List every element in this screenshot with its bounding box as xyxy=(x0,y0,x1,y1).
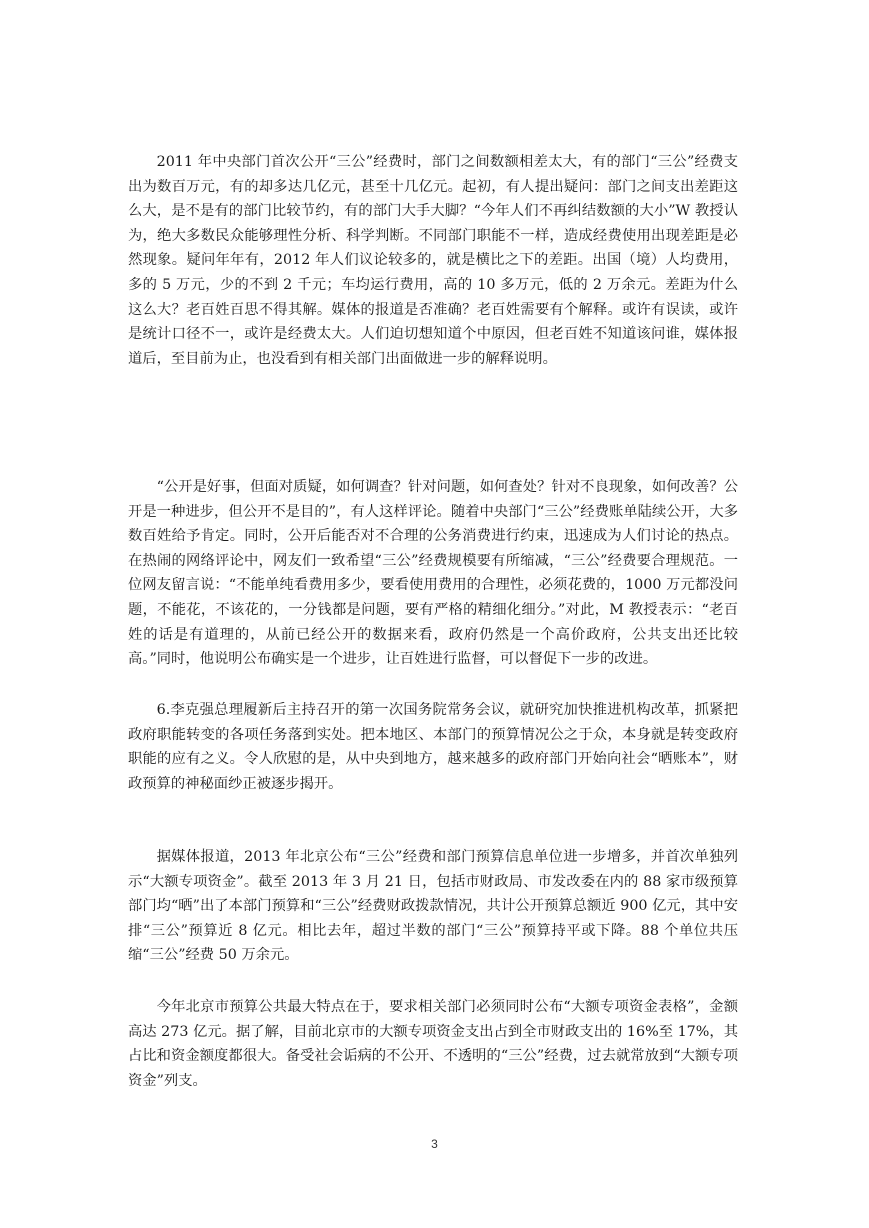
paragraph-3: 6.李克强总理履新后主持召开的第一次国务院常务会议，就研究加快推进机构改革，抓紧把政府职能转变的各项任务落到实处。把本地区、本部门的预算情况公之于众，本身就是转变政府职能的应有之义。令人欣慰的是，从中央到地方，越来越多的政府部门开始向社会“晒账本”，财政预算的神秘面纱正被逐步揭开。 xyxy=(128,702,738,792)
paragraph-5: 今年北京市预算公共最大特点在于，要求相关部门必须同时公布“大额专项资金表格”，金额高达 273 亿元。据了解，目前北京市的大额专项资金支出占到全市财政支出的 16%至 17%，其占比和资金额度都很大。备受社会诟病的不公开、不透明的“三公”经费，过去就常放到“大额专项资金”列支。 xyxy=(128,999,738,1089)
paragraph-2: “公开是好事，但面对质疑，如何调查？针对问题，如何查处？针对不良现象，如何改善？公开是一种进步，但公开不是目的”，有人这样评论。随着中央部门“三公”经费账单陆续公开，大多数百姓给予肯定。同时，公开后能否对不合理的公务消费进行约束，迅速成为人们讨论的热点。在热闹的网络评论中，网友们一致希望“三公”经费规模要有所缩减，“三公”经费要合理规范。一位网友留言说：“不能单纯看费用多少，要看使用费用的合理性，必须花费的，1000 万元都没问题，不能花，不该花的，一分钱都是问题，要有严格的精细化细分。”对此，M 教授表示：“老百姓的话是有道理的，从前已经公开的数据来看，政府仍然是一个高价政府，公共支出还比较高。”同时，他说明公布确实是一个进步，让百姓进行监督，可以督促下一步的改进。 xyxy=(128,479,738,668)
page-number: 3 xyxy=(431,1137,438,1151)
paragraph-4: 据媒体报道，2013 年北京公布“三公”经费和部门预算信息单位进一步增多，并首次单独列示“大额专项资金”。截至 2013 年 3 月 21 日，包括市财政局、市发改委在内的 88 家市级预算部门均“晒”出了本部门预算和“三公”经费财政拨款情况，共计公开预算总额近 900 亿元，其中安排“三公”预算近 8 亿元。相比去年，超过半数的部门“三公”预算持平或下降。88 个单位共压缩“三公”经费 50 万余元。 xyxy=(128,849,738,964)
paragraph-1: 2011 年中央部门首次公开“三公”经费时，部门之间数额相差太大，有的部门“三公”经费支出为数百万元，有的却多达几亿元，甚至十几亿元。起初，有人提出疑问：部门之间支出差距这么大，是不是有的部门比较节约，有的部门大手大脚？“今年人们不再纠结数额的大小”W 教授认为，绝大多数民众能够理性分析、科学判断。不同部门职能不一样，造成经费使用出现差距是必然现象。疑问年年有，2012 年人们议论较多的，就是横比之下的差距。出国（境）人均费用，多的 5 万元，少的不到 2 千元；车均运行费用，高的 10 多万元，低的 2 万余元。差距为什么这么大？老百姓百思不得其解。媒体的报道是否准确？老百姓需要有个解释。或许有误读，或许是统计口径不一，或许是经费太大。人们迫切想知道个中原因，但老百姓不知道该问谁，媒体报道后，至目前为止，也没看到有相关部门出面做进一步的解释说明。 xyxy=(128,154,738,367)
